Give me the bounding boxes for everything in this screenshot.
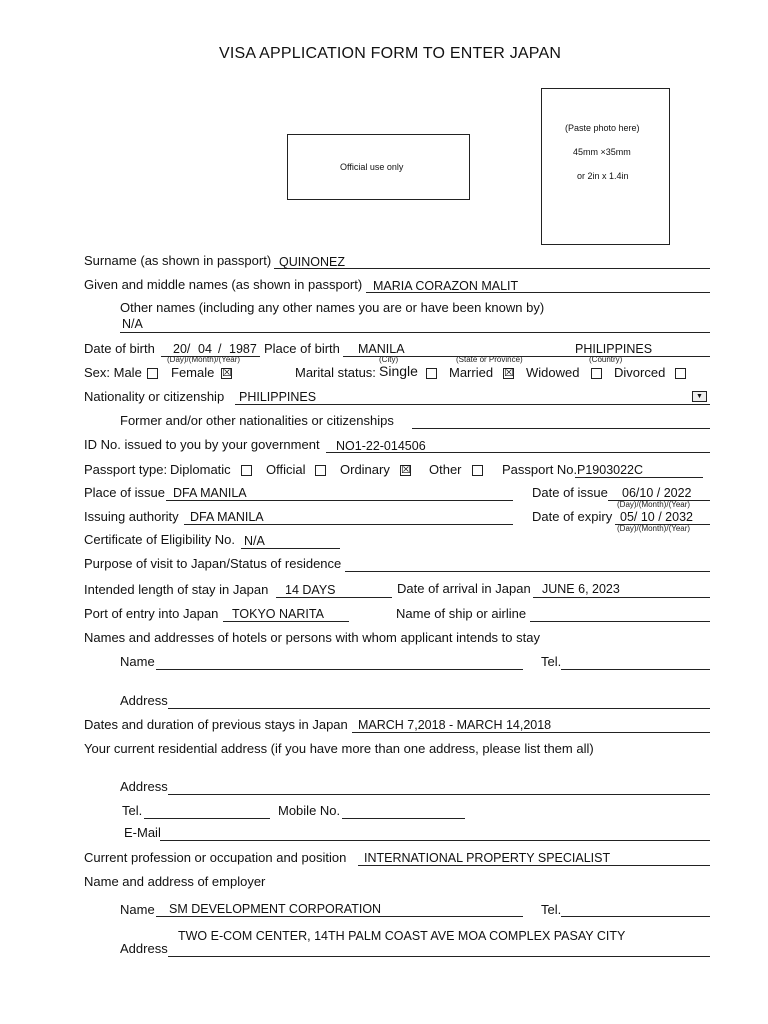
issuing-authority-label: Issuing authority xyxy=(84,509,179,524)
mobile-field[interactable] xyxy=(342,818,465,819)
port-of-entry-field[interactable]: TOKYO NARITA xyxy=(232,607,324,621)
other-names-label: Other names (including any other names you are or have been known by) xyxy=(120,300,545,315)
dob-label: Date of birth xyxy=(84,341,155,356)
sex-label: Sex: Male xyxy=(84,365,142,380)
marital-widowed-label: Widowed xyxy=(526,365,580,380)
pob-country-hint: (Country) xyxy=(589,355,623,364)
place-of-issue-line xyxy=(166,500,513,501)
pob-city-hint: (City) xyxy=(379,355,399,364)
dob-separator: / xyxy=(218,342,222,356)
passport-diplomatic-checkbox[interactable] xyxy=(241,465,252,476)
employer-tel-field[interactable] xyxy=(561,916,710,917)
form-title: VISA APPLICATION FORM TO ENTER JAPAN xyxy=(219,45,562,62)
date-of-expiry-label: Date of expiry xyxy=(532,509,613,524)
id-no-label: ID No. issued to you by your government xyxy=(84,437,320,452)
surname-label: Surname (as shown in passport) xyxy=(84,253,272,268)
residence-address-label: Address xyxy=(120,779,168,794)
employer-address-line xyxy=(168,956,710,957)
id-no-field[interactable]: NO1-22-014506 xyxy=(336,439,426,453)
former-nationalities-label: Former and/or other nationalities or citizenships xyxy=(120,413,394,428)
passport-other-checkbox[interactable] xyxy=(472,465,483,476)
passport-other-label: Other xyxy=(429,462,462,477)
hotel-address-field[interactable] xyxy=(168,708,710,709)
other-names-field[interactable]: N/A xyxy=(122,317,143,331)
passport-official-label: Official xyxy=(266,462,306,477)
sex-female-checkbox[interactable]: ☒ xyxy=(222,367,232,379)
photo-box[interactable] xyxy=(541,88,670,245)
place-of-issue-label: Place of issue xyxy=(84,485,165,500)
employer-name-line xyxy=(156,916,523,917)
email-label: E-Mail xyxy=(124,825,161,840)
residential-address-label: Your current residential address (if you have more than one address, please list them all) xyxy=(84,741,594,756)
coe-line xyxy=(241,548,340,549)
passport-no-field[interactable]: P1903022C xyxy=(577,463,644,477)
other-names-line xyxy=(120,332,710,333)
date-of-expiry-hint: (Day)/(Month)/(Year) xyxy=(617,524,691,533)
profession-line xyxy=(358,865,710,866)
stay-length-field[interactable]: 14 DAYS xyxy=(285,583,336,597)
marital-married-checkbox[interactable]: ☒ xyxy=(504,367,514,379)
purpose-label: Purpose of visit to Japan/Status of residence xyxy=(84,556,342,571)
stay-length-label: Intended length of stay in Japan xyxy=(84,582,269,597)
pob-label: Place of birth xyxy=(264,341,340,356)
dob-day-field[interactable]: 20/ xyxy=(173,342,191,356)
previous-stays-label: Dates and duration of previous stays in Japan xyxy=(84,717,348,732)
nationality-label: Nationality or citizenship xyxy=(84,389,225,404)
pob-state-hint: (State or Province) xyxy=(456,355,523,364)
issuing-authority-line xyxy=(184,524,513,525)
passport-type-label: Passport type: xyxy=(84,462,168,477)
passport-no-label: Passport No. xyxy=(502,462,578,477)
marital-married-label: Married xyxy=(449,365,494,380)
residence-tel-label: Tel. xyxy=(122,803,143,818)
hotel-name-label: Name xyxy=(120,654,155,669)
issuing-authority-field[interactable]: DFA MANILA xyxy=(190,510,264,524)
residence-tel-field[interactable] xyxy=(144,818,270,819)
pob-country-field[interactable]: PHILIPPINES xyxy=(575,342,653,356)
photo-size-mm: 45mm ×35mm xyxy=(573,147,631,157)
arrival-date-label: Date of arrival in Japan xyxy=(397,581,531,596)
date-of-issue-label: Date of issue xyxy=(532,485,608,500)
official-use-label: Official use only xyxy=(340,162,404,172)
hotel-name-field[interactable] xyxy=(156,669,523,670)
dob-hint: (Day)/(Month)/(Year) xyxy=(167,355,241,364)
photo-size-in: or 2in x 1.4in xyxy=(577,171,629,181)
employer-tel-label: Tel. xyxy=(541,902,562,917)
employer-name-label: Name xyxy=(120,902,155,917)
mobile-label: Mobile No. xyxy=(278,803,341,818)
passport-official-checkbox[interactable] xyxy=(315,465,326,476)
arrival-date-field[interactable]: JUNE 6, 2023 xyxy=(542,582,620,596)
purpose-field[interactable] xyxy=(345,571,710,572)
official-use-box xyxy=(287,134,470,200)
nationality-line xyxy=(235,404,710,405)
marital-single-checkbox[interactable] xyxy=(426,368,437,379)
given-names-label: Given and middle names (as shown in passport) xyxy=(84,277,363,292)
email-field[interactable] xyxy=(160,840,710,841)
hotel-tel-field[interactable] xyxy=(561,669,710,670)
employer-address-field[interactable]: TWO E-COM CENTER, 14TH PALM COAST AVE MOA COMPLEX PASAY CITY xyxy=(178,929,626,943)
employer-address-label: Address xyxy=(120,941,168,956)
previous-stays-line xyxy=(352,732,710,733)
passport-no-line xyxy=(575,477,703,478)
stay-length-line xyxy=(276,597,392,598)
place-of-issue-field[interactable]: DFA MANILA xyxy=(173,486,247,500)
port-of-entry-line xyxy=(223,621,349,622)
previous-stays-field[interactable]: MARCH 7,2018 - MARCH 14,2018 xyxy=(358,718,552,732)
chevron-down-icon[interactable]: ▼ xyxy=(692,391,707,402)
date-of-issue-field[interactable]: 06/10 / 2022 xyxy=(622,486,692,500)
passport-diplomatic-label: Diplomatic xyxy=(170,462,231,477)
coe-field[interactable]: N/A xyxy=(244,534,265,548)
ship-airline-label: Name of ship or airline xyxy=(396,606,527,621)
marital-label: Marital status: xyxy=(295,365,376,380)
surname-field[interactable]: QUINONEZ xyxy=(279,255,345,269)
hotels-label: Names and addresses of hotels or persons with whom applicant intends to stay xyxy=(84,630,540,645)
date-of-expiry-field[interactable]: 05/ 10 / 2032 xyxy=(620,510,693,524)
sex-male-checkbox[interactable] xyxy=(147,368,158,379)
profession-field[interactable]: INTERNATIONAL PROPERTY SPECIALIST xyxy=(364,851,611,865)
hotel-address-label: Address xyxy=(120,693,168,708)
employer-label: Name and address of employer xyxy=(84,874,266,889)
former-nationalities-field[interactable] xyxy=(412,428,710,429)
marital-widowed-checkbox[interactable] xyxy=(591,368,602,379)
pob-city-field[interactable]: MANILA xyxy=(358,342,405,356)
given-names-field[interactable]: MARIA CORAZON MALIT xyxy=(373,279,519,293)
passport-ordinary-label: Ordinary xyxy=(340,462,390,477)
date-of-issue-hint: (Day)/(Month)/(Year) xyxy=(617,500,691,509)
passport-ordinary-checkbox[interactable]: ☒ xyxy=(401,464,411,476)
photo-instruction: (Paste photo here) xyxy=(565,123,640,133)
dob-month-field[interactable]: 04 xyxy=(198,342,212,356)
ship-airline-field[interactable] xyxy=(530,621,710,622)
dob-year-field[interactable]: 1987 xyxy=(229,342,257,356)
hotel-tel-label: Tel. xyxy=(541,654,562,669)
employer-name-field[interactable]: SM DEVELOPMENT CORPORATION xyxy=(169,902,382,916)
profession-label: Current profession or occupation and position xyxy=(84,850,347,865)
residence-address-field[interactable] xyxy=(168,794,710,795)
coe-label: Certificate of Eligibility No. xyxy=(84,532,235,547)
marital-single-label: Single xyxy=(379,363,418,379)
arrival-date-line xyxy=(533,597,710,598)
sex-female-label: Female xyxy=(171,365,215,380)
nationality-select[interactable]: PHILIPPINES xyxy=(239,390,317,404)
port-of-entry-label: Port of entry into Japan xyxy=(84,606,219,621)
marital-divorced-checkbox[interactable] xyxy=(675,368,686,379)
marital-divorced-label: Divorced xyxy=(614,365,666,380)
